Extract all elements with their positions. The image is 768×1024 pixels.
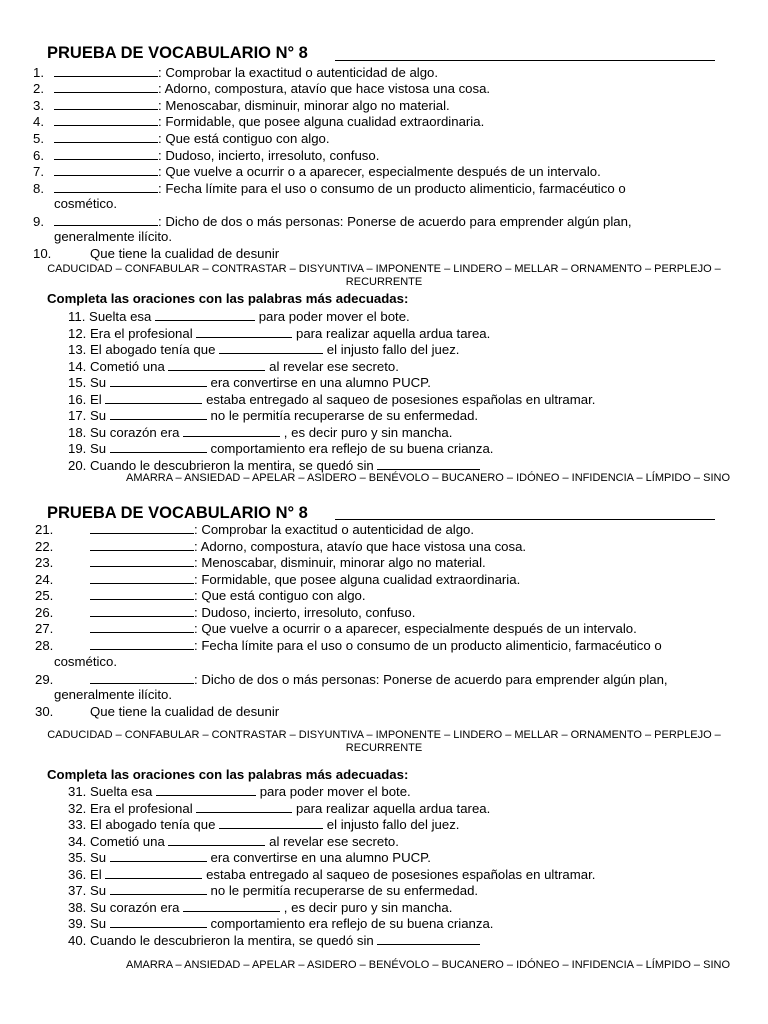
item-number: 28. — [35, 638, 54, 653]
item-number: 27. — [35, 621, 54, 636]
item-number: 24. — [35, 572, 54, 587]
sentence-text: Era el profesional — [90, 800, 193, 816]
item-number: 38. — [68, 899, 87, 915]
sentence-item — [68, 816, 459, 833]
answer-blank[interactable] — [90, 571, 194, 584]
sentence-item — [68, 424, 452, 441]
sentence-text: Su corazón era — [90, 424, 180, 440]
answer-blank[interactable] — [90, 637, 194, 650]
answer-blank[interactable] — [105, 391, 202, 404]
sentence-text: Era el profesional — [90, 325, 193, 341]
item-number: 10. — [33, 246, 52, 261]
definition-item — [33, 213, 632, 230]
sentence-text: para realizar aquella ardua tarea. — [296, 325, 491, 341]
answer-blank[interactable] — [54, 97, 158, 110]
item-number: 30. — [35, 704, 54, 719]
item-number: 2. — [33, 81, 44, 96]
answer-blank[interactable] — [54, 213, 158, 226]
item-number: 6. — [33, 148, 44, 163]
answer-blank[interactable] — [183, 899, 280, 912]
item-number: 13. — [68, 342, 87, 357]
answer-blank[interactable] — [196, 325, 292, 338]
definition-text: : Menoscabar, disminuir, minorar algo no material. — [158, 98, 450, 113]
sentence-text: el injusto fallo del juez. — [326, 342, 460, 357]
sentence-text: no le permitía recuperarse de su enfermedad. — [210, 883, 479, 898]
answer-blank[interactable] — [168, 833, 265, 846]
sentence-item — [68, 457, 480, 474]
definition-text: Que tiene la cualidad de desunir — [90, 704, 280, 719]
item-number: 4. — [33, 114, 44, 129]
instruction-heading: Completa las oraciones con las palabras más adecuadas: — [47, 291, 409, 306]
item-number: 18. — [68, 424, 87, 440]
item-number: 29. — [35, 672, 54, 687]
sentence-text: era convertirse en una alumno PUCP. — [210, 850, 431, 865]
sentence-item — [68, 866, 595, 883]
definition-item — [35, 571, 520, 588]
definition-text: : Que está contiguo con algo. — [158, 131, 330, 146]
sentence-text: Su — [90, 883, 107, 898]
word-bank: AMARRA – ANSIEDAD – APELAR – ASIDERO – BENÉVOLO – BUCANERO – IDÓNEO – INFIDENCIA – LÍMPIDO – SINO — [126, 959, 730, 971]
answer-blank[interactable] — [155, 308, 255, 321]
item-number: 12. — [68, 325, 87, 341]
item-number: 37. — [68, 883, 87, 898]
sentence-text: Su — [90, 375, 107, 390]
word-bank: AMARRA – ANSIEDAD – APELAR – ASIDERO – BENÉVOLO – BUCANERO – IDÓNEO – INFIDENCIA – LÍMPIDO – SINO — [126, 472, 730, 484]
item-number: 39. — [68, 916, 87, 931]
definition-text: Que tiene la cualidad de desunir — [90, 246, 280, 261]
answer-blank[interactable] — [54, 113, 158, 126]
sentence-text: al revelar ese secreto. — [269, 358, 399, 374]
definition-continuation: generalmente ilícito. — [54, 229, 173, 244]
sentence-text: Cometió una — [90, 833, 165, 849]
answer-blank[interactable] — [54, 147, 158, 160]
sentence-text: Su — [90, 441, 107, 456]
sentence-text: era convertirse en una alumno PUCP. — [210, 375, 431, 390]
definition-item — [35, 671, 668, 688]
instruction-heading: Completa las oraciones con las palabras más adecuadas: — [47, 767, 409, 782]
answer-blank[interactable] — [54, 163, 158, 176]
definition-item — [35, 620, 637, 637]
definition-text: : Fecha límite para el uso o consumo de un producto alimenticio, farmacéutico o — [194, 638, 662, 653]
item-number: 25. — [35, 588, 54, 603]
sentence-text: Su corazón era — [90, 899, 180, 915]
item-number: 22. — [35, 539, 54, 554]
sentence-text: Su — [90, 916, 107, 931]
definition-item — [35, 637, 662, 654]
sentence-text: Suelta esa — [90, 784, 153, 799]
sentence-item — [68, 374, 431, 391]
definition-item — [33, 80, 490, 97]
sentence-text: Suelta esa — [89, 309, 152, 324]
answer-blank[interactable] — [90, 587, 194, 600]
answer-blank[interactable] — [90, 521, 194, 534]
answer-blank[interactable] — [54, 180, 158, 193]
sentence-text: El — [90, 391, 102, 407]
name-blank-line[interactable] — [335, 60, 715, 61]
answer-blank[interactable] — [90, 620, 194, 633]
sentence-text: estaba entregado al saqueo de posesiones españolas en ultramar. — [206, 391, 596, 407]
sentence-text: comportamiento era reflejo de su buena crianza. — [210, 441, 494, 456]
answer-blank[interactable] — [54, 130, 158, 143]
definition-item — [33, 147, 379, 164]
definition-continuation: cosmético. — [54, 196, 118, 211]
sentence-item — [68, 308, 410, 325]
answer-blank[interactable] — [90, 604, 194, 617]
word-bank: CADUCIDAD – CONFABULAR – CONTRASTAR – DISYUNTIVA – IMPONENTE – LINDERO – MELLAR – ORNAMENTO – PERPLEJO – RECURRENTE — [47, 729, 721, 754]
sentence-text: no le permitía recuperarse de su enfermedad. — [210, 408, 479, 423]
definition-item — [35, 521, 474, 538]
sentence-text: comportamiento era reflejo de su buena crianza. — [210, 916, 494, 931]
definition-item — [33, 163, 601, 180]
answer-blank[interactable] — [105, 866, 202, 879]
sentence-text: para poder mover el bote. — [259, 784, 411, 799]
sentence-item — [68, 849, 431, 866]
definition-item — [35, 587, 366, 604]
definition-item — [35, 604, 415, 621]
item-number: 35. — [68, 850, 87, 865]
sentence-text: El abogado tenía que — [90, 342, 216, 357]
sentence-text: estaba entregado al saqueo de posesiones españolas en ultramar. — [206, 866, 596, 882]
definition-item — [33, 180, 626, 197]
definition-continuation: generalmente ilícito. — [54, 687, 173, 702]
answer-blank[interactable] — [156, 783, 256, 796]
sentence-text: para realizar aquella ardua tarea. — [296, 800, 491, 816]
definition-text: : Formidable, que posee alguna cualidad extraordinaria. — [194, 572, 521, 587]
item-number: 20. — [68, 457, 87, 473]
sentence-item — [68, 783, 411, 800]
sentence-item — [68, 899, 452, 916]
definition-continuation: cosmético. — [54, 654, 118, 669]
sentence-text: el injusto fallo del juez. — [326, 817, 460, 832]
item-number: 33. — [68, 817, 87, 832]
item-number: 36. — [68, 866, 87, 882]
sentence-item — [68, 358, 399, 375]
answer-blank[interactable] — [377, 457, 480, 470]
definition-text: : Dudoso, incierto, irresoluto, confuso. — [194, 605, 416, 620]
definition-item — [35, 538, 526, 555]
item-number: 1. — [33, 65, 44, 80]
definition-text: : Adorno, compostura, atavío que hace vistosa una cosa. — [194, 539, 527, 554]
answer-blank[interactable] — [183, 424, 280, 437]
definition-text: : Adorno, compostura, atavío que hace vistosa una cosa. — [158, 81, 491, 96]
item-number: 3. — [33, 98, 44, 113]
item-number: 19. — [68, 441, 87, 456]
item-number: 21. — [35, 522, 54, 537]
sentence-item — [68, 932, 480, 949]
sentence-text: El — [90, 866, 102, 882]
item-number: 34. — [68, 833, 87, 849]
item-number: 5. — [33, 131, 44, 146]
answer-blank[interactable] — [219, 341, 323, 354]
answer-blank[interactable] — [110, 915, 207, 928]
sentence-text: Su — [90, 408, 107, 423]
word-bank: CADUCIDAD – CONFABULAR – CONTRASTAR – DISYUNTIVA – IMPONENTE – LINDERO – MELLAR – ORNAMENTO – PERPLEJO – RECURRENTE — [47, 263, 721, 288]
answer-blank[interactable] — [110, 849, 207, 862]
item-number: 40. — [68, 932, 87, 948]
item-number: 17. — [68, 408, 87, 423]
answer-blank[interactable] — [377, 932, 480, 945]
definition-item — [33, 113, 484, 130]
item-number: 9. — [33, 214, 44, 229]
answer-blank[interactable] — [90, 671, 194, 684]
definition-text: : Dicho de dos o más personas: Ponerse de acuerdo para emprender algún plan, — [158, 214, 632, 229]
item-number: 23. — [35, 555, 54, 570]
item-number: 31. — [68, 784, 87, 799]
definition-text: : Comprobar la exactitud o autenticidad de algo. — [194, 522, 475, 537]
definition-item — [33, 97, 450, 114]
item-number: 7. — [33, 164, 44, 179]
answer-blank[interactable] — [90, 538, 194, 551]
definition-text: : Dudoso, incierto, irresoluto, confuso. — [158, 148, 380, 163]
definition-item — [33, 246, 279, 262]
definition-text: : Fecha límite para el uso o consumo de un producto alimenticio, farmacéutico o — [158, 181, 626, 196]
definition-text: : Que está contiguo con algo. — [194, 588, 366, 603]
sentence-text: Cometió una — [90, 358, 165, 374]
item-number: 8. — [33, 181, 44, 196]
definition-item — [35, 554, 486, 571]
sentence-item — [68, 391, 595, 408]
answer-blank[interactable] — [90, 554, 194, 567]
definition-text: : Dicho de dos o más personas: Ponerse de acuerdo para emprender algún plan, — [194, 672, 668, 687]
sentence-item — [68, 915, 493, 932]
quiz-title: PRUEBA DE VOCABULARIO N° 8 — [47, 504, 308, 522]
sentence-text: para poder mover el bote. — [258, 309, 410, 324]
answer-blank[interactable] — [196, 800, 292, 813]
definition-text: : Comprobar la exactitud o autenticidad de algo. — [158, 65, 439, 80]
item-number: 11. — [68, 309, 86, 324]
definition-text: : Que vuelve a ocurrir o a aparecer, especialmente después de un intervalo. — [158, 164, 601, 179]
sentence-item — [68, 341, 459, 358]
sentence-text: Cuando le descubrieron la mentira, se quedó sin — [90, 932, 374, 948]
definition-item — [33, 130, 330, 147]
sentence-item — [68, 800, 490, 817]
definition-item — [33, 64, 438, 81]
definition-text: : Menoscabar, disminuir, minorar algo no material. — [194, 555, 486, 570]
answer-blank[interactable] — [110, 407, 207, 420]
sentence-item — [68, 325, 490, 342]
sentence-item — [68, 833, 399, 850]
definition-text: : Formidable, que posee alguna cualidad extraordinaria. — [158, 114, 485, 129]
sentence-item — [68, 407, 478, 424]
answer-blank[interactable] — [110, 882, 207, 895]
answer-blank[interactable] — [168, 358, 265, 371]
quiz-title: PRUEBA DE VOCABULARIO N° 8 — [47, 44, 308, 62]
item-number: 16. — [68, 391, 87, 407]
sentence-text: El abogado tenía que — [90, 817, 216, 832]
sentence-text: Cuando le descubrieron la mentira, se quedó sin — [90, 457, 374, 473]
item-number: 14. — [68, 358, 87, 374]
sentence-text: , es decir puro y sin mancha. — [283, 899, 453, 915]
sentence-text: Su — [90, 850, 107, 865]
answer-blank[interactable] — [110, 374, 207, 387]
definition-item — [35, 704, 279, 720]
item-number: 32. — [68, 800, 87, 816]
item-number: 26. — [35, 605, 54, 620]
answer-blank[interactable] — [110, 440, 207, 453]
name-blank-line[interactable] — [335, 519, 715, 520]
item-number: 15. — [68, 375, 87, 390]
definition-text: : Que vuelve a ocurrir o a aparecer, especialmente después de un intervalo. — [194, 621, 637, 636]
sentence-item — [68, 882, 478, 899]
answer-blank[interactable] — [54, 64, 158, 77]
sentence-text: al revelar ese secreto. — [269, 833, 399, 849]
answer-blank[interactable] — [219, 816, 323, 829]
answer-blank[interactable] — [54, 80, 158, 93]
sentence-text: , es decir puro y sin mancha. — [283, 424, 453, 440]
sentence-item — [68, 440, 493, 457]
